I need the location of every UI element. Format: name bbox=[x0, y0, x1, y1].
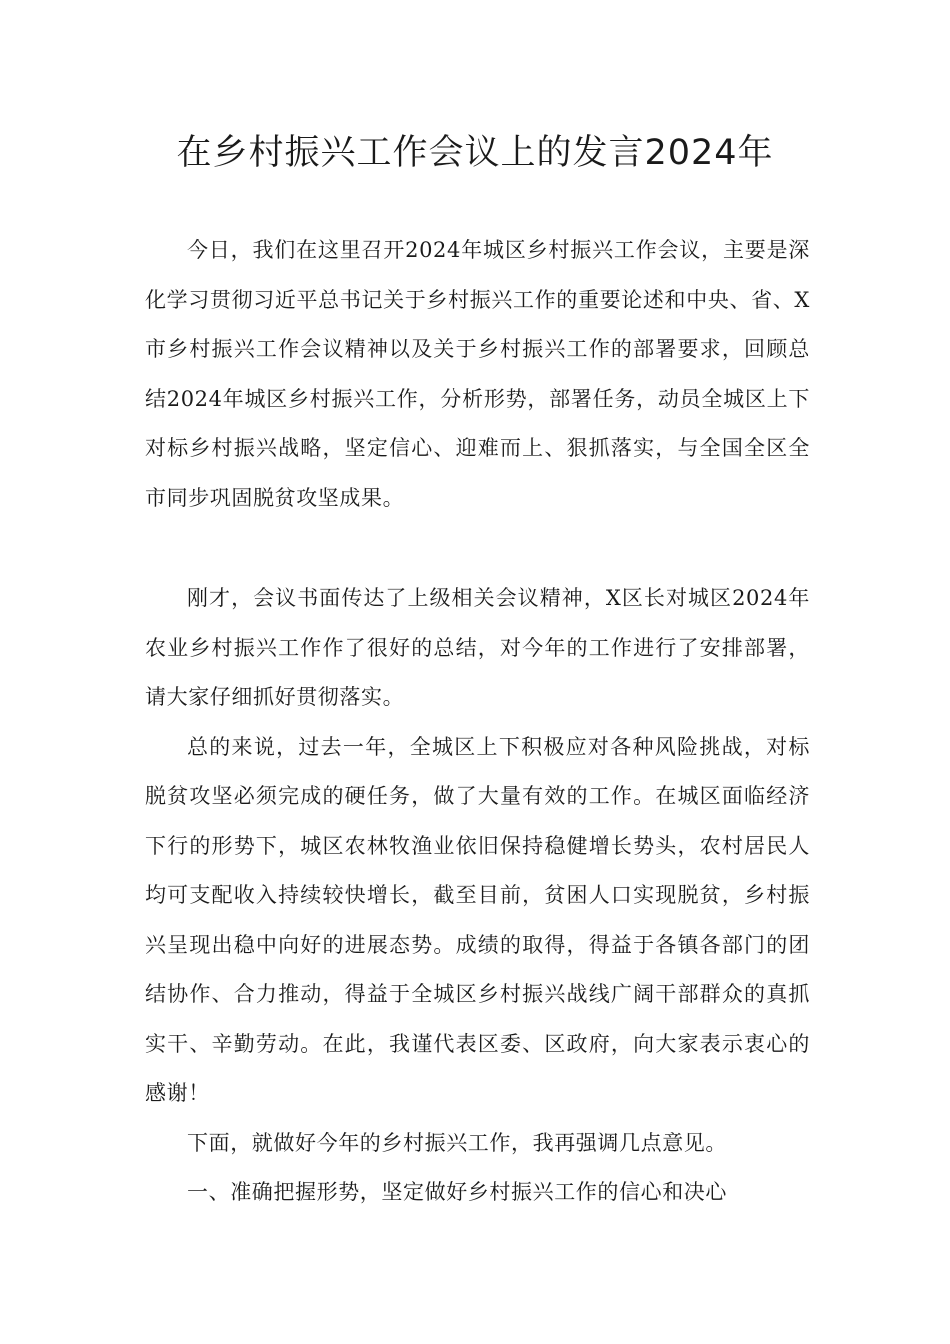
section-heading: 一、准确把握形势，坚定做好乡村振兴工作的信心和决心 bbox=[187, 1180, 727, 1204]
paragraph: 总的来说，过去一年，全城区上下积极应对各种风险挑战，对标脱贫攻坚必须完成的硬任务，做了大量有效的工作。在城区面临经济下行的形势下，城区农林牧渔业依旧保持稳健增长势头，农村居民人均可支配收入持续较快增长，截至目前，贫困人口实现脱贫，乡村振兴呈现出稳中向好的进展态势。成绩的取得，得益于各镇各部门的团结协作、合力推动，得益于全城区乡村振兴战线广阔干部群众的真抓实干、辛勤劳动。在此，我谨代表区委、区政府，向大家表示衷心的感谢！ bbox=[145, 734, 810, 1105]
paragraph-block-2 bbox=[145, 574, 810, 1218]
paragraph: 下面，就做好今年的乡村振兴工作，我再强调几点意见。 bbox=[187, 1130, 727, 1155]
paragraph: 刚才，会议书面传达了上级相关会议精神，X区长对城区2024年农业乡村振兴工作作了很好的总结，对今年的工作进行了安排部署，请大家仔细抓好贯彻落实。 bbox=[145, 586, 810, 709]
paragraph: 今日，我们在这里召开2024年城区乡村振兴工作会议，主要是深化学习贯彻习近平总书记关于乡村振兴工作的重要论述和中央、省、X市乡村振兴工作会议精神以及关于乡村振兴工作的部署要求，回顾总结2024年城区乡村振兴工作，分析形势，部署任务，动员全城区上下对标乡村振兴战略，坚定信心、迎难而上、狠抓落实，与全国全区全市同步巩固脱贫攻坚成果。 bbox=[145, 238, 810, 510]
paragraph-block-1 bbox=[145, 226, 810, 523]
document-title: 在乡村振兴工作会议上的发言2024年 bbox=[176, 133, 774, 173]
